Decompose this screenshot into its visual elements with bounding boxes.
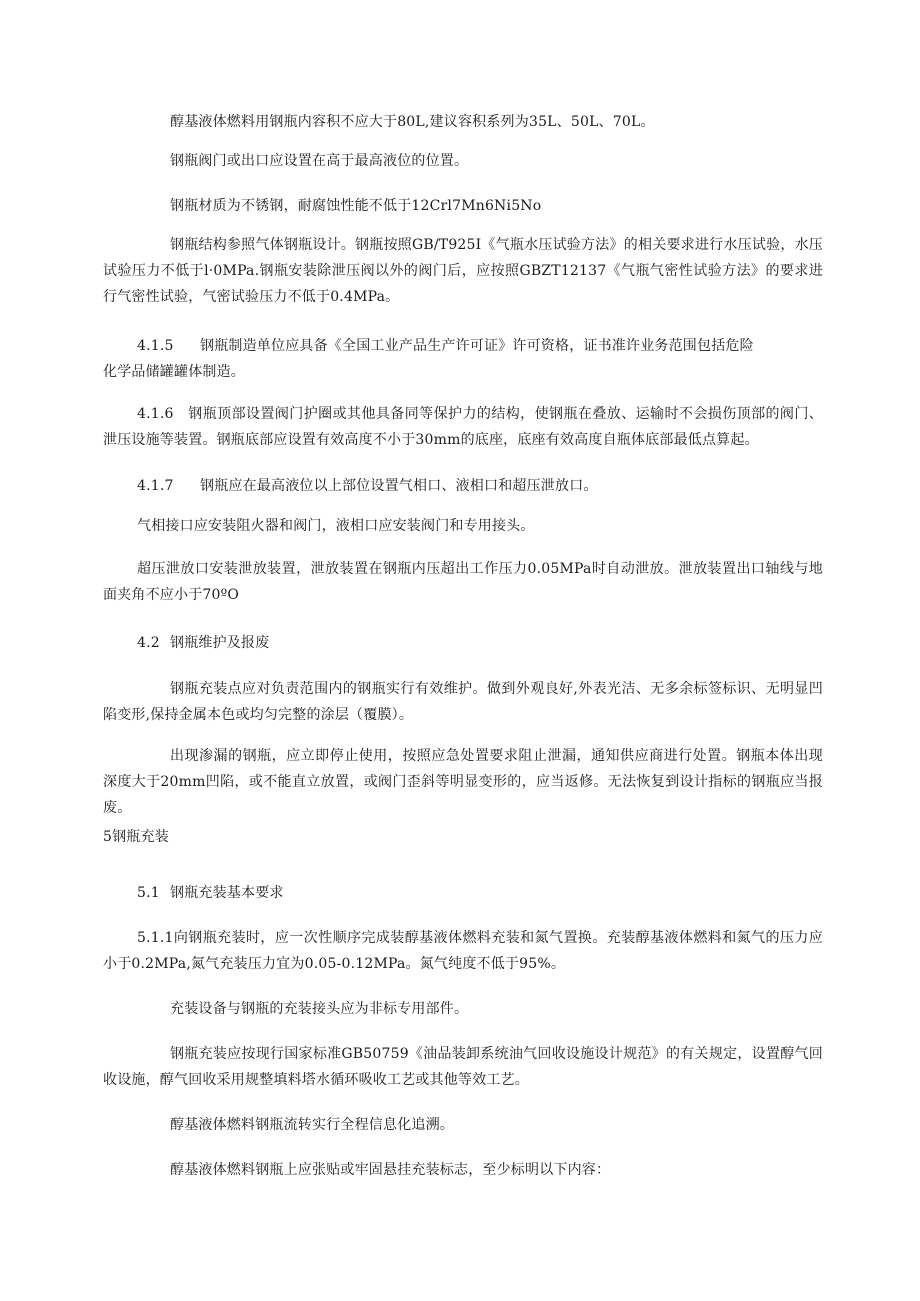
paragraph-filling-point-maintenance: 钢瓶充装点应对负责范围内的钢瓶实行有效维护。做到外观良好,外表光洁、无多余标签标识、无明显凹陷变形,保持金属本色或均匀完整的涂层（覆膜）。: [103, 681, 823, 723]
paragraph-valve-position: 钢瓶阀门或出口应设置在高于最高液位的位置。: [170, 153, 469, 169]
paragraph-manufacturer-license-cont: 化学品储罐罐体制造。: [103, 364, 245, 380]
paragraph-4-1-6-protection: 4.1.6 钢瓶顶部设置阀门护圈或其他具备同等保护力的结构，使钢瓶在叠放、运输时不会损伤顶部的阀门、泄压设施等装置。钢瓶底部应设置有效高度不小于30mm的底座，底座有效高度自瓶体底部最低点算起。: [103, 406, 823, 448]
section-number-5-1: 5.1: [137, 885, 160, 901]
section-title-5-cylinder-filling: 5钢瓶充装: [103, 829, 169, 845]
paragraph-outlets: 钢瓶应在最高液位以上部位设置气相口、液相口和超压泄放口。: [200, 478, 598, 494]
paragraph-manufacturer-license: 钢瓶制造单位应具备《全国工业产品生产许可证》许可资格，证书准许业务范围包括危险: [200, 338, 754, 354]
paragraph-traceability: 醇基液体燃料钢瓶流转实行全程信息化追溯。: [170, 1117, 454, 1133]
section-title-maintenance: 钢瓶维护及报废: [170, 635, 270, 651]
paragraph-gas-interface: 气相接口应安装阻火器和阀门，液相口应安装阀门和专用接头。: [137, 518, 535, 534]
paragraph-leak-handling: 出现渗漏的钢瓶，应立即停止使用，按照应急处置要求阻止泄漏，通知供应商进行处置。钢瓶本体出现深度大于20mm凹陷，或不能直立放置，或阀门歪斜等明显变形的，应当返修。无法恢复到设计指标的钢瓶应当报废。: [103, 748, 823, 816]
paragraph-filling-label: 醇基液体燃料钢瓶上应张贴或牢固悬挂充装标志，至少标明以下内容：: [170, 1162, 611, 1178]
section-number-4-1-5: 4.1.5: [137, 338, 174, 354]
paragraph-vapor-recovery: 钢瓶充装应按现行国家标准GB50759《油品装卸系统油气回收设施设计规范》的有关规定，设置醇气回收设施，醇气回收采用规整填料塔水循环吸收工艺或其他等效工艺。: [103, 1046, 823, 1088]
paragraph-cylinder-volume: 醇基液体燃料用钢瓶内容积不应大于80L,建议容积系列为35L、50L、70L。: [170, 114, 655, 130]
paragraph-overpressure-release: 超压泄放口安装泄放装置，泄放装置在钢瓶内压超出工作压力0.05MPa时自动泄放。泄放装置出口轴线与地面夹角不应小于70ºO: [103, 561, 823, 603]
paragraph-material: 钢瓶材质为不锈钢，耐腐蚀性能不低于12Crl7Mn6Ni5No: [170, 198, 542, 214]
paragraph-filling-equipment: 充装设备与钢瓶的充装接头应为非标专用部件。: [170, 1001, 469, 1017]
section-title-filling-requirements: 钢瓶充装基本要求: [170, 885, 284, 901]
paragraph-5-1-1-filling-sequence: 5.1.1向钢瓶充装时，应一次性顺序完成装醇基液体燃料充装和氮气置换。充装醇基液体燃料和氮气的压力应小于0.2MPa,氮气充装压力宜为0.05-0.12MPa。氮气纯度不低于95%。: [103, 930, 823, 972]
paragraph-structure-test: 钢瓶结构参照气体钢瓶设计。钢瓶按照GB/T925I《气瓶水压试验方法》的相关要求进行水压试验，水压试验压力不低于l·0MPa.钢瓶安装除泄压阀以外的阀门后，应按照GBZT12137《气瓶气密性试验方法》的要求进行气密性试验，气密试验压力不低于0.4MPa。: [103, 237, 823, 305]
section-number-4-1-7: 4.1.7: [137, 478, 174, 494]
section-number-4-2: 4.2: [137, 635, 160, 651]
